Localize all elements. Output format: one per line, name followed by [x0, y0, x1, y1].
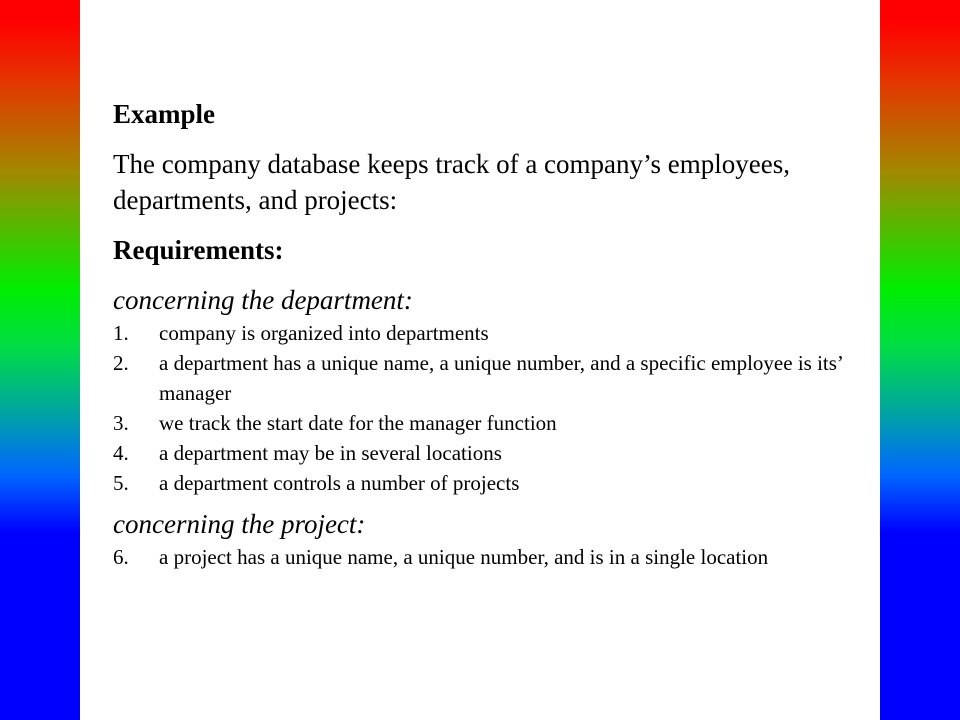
item-text: a department has a unique name, a unique number, and a specific employee is its’ manager	[159, 351, 843, 405]
item-number: 5.	[113, 471, 129, 495]
list-item	[113, 348, 873, 408]
item-text: a department may be in several locations	[159, 441, 502, 465]
left-gradient-bar	[0, 0, 80, 720]
item-number: 4.	[113, 441, 129, 465]
item-text: a project has a unique name, a unique number, and is in a single location	[159, 545, 769, 569]
section-heading-department: concerning the department:	[113, 285, 413, 315]
item-number: 2.	[113, 351, 129, 375]
item-number: 6.	[113, 545, 129, 569]
item-text: a department controls a number of projects	[159, 471, 520, 495]
item-number: 3.	[113, 411, 129, 435]
department-requirements-list	[113, 318, 873, 498]
list-item	[113, 318, 873, 348]
project-requirements-list	[113, 542, 873, 572]
list-item	[113, 468, 873, 498]
list-item	[113, 438, 873, 468]
list-item	[113, 542, 873, 572]
item-text: company is organized into departments	[159, 321, 489, 345]
list-item	[113, 408, 873, 438]
slide-title: Example	[113, 99, 216, 129]
section-heading-project: concerning the project:	[113, 509, 366, 539]
slide-content	[113, 96, 873, 572]
requirements-heading: Requirements:	[113, 235, 284, 265]
item-text: we track the start date for the manager function	[159, 411, 557, 435]
item-number: 1.	[113, 321, 129, 345]
intro-text: The company database keeps track of a company’s employees, departments, and projects:	[113, 149, 790, 215]
right-gradient-bar	[880, 0, 960, 720]
